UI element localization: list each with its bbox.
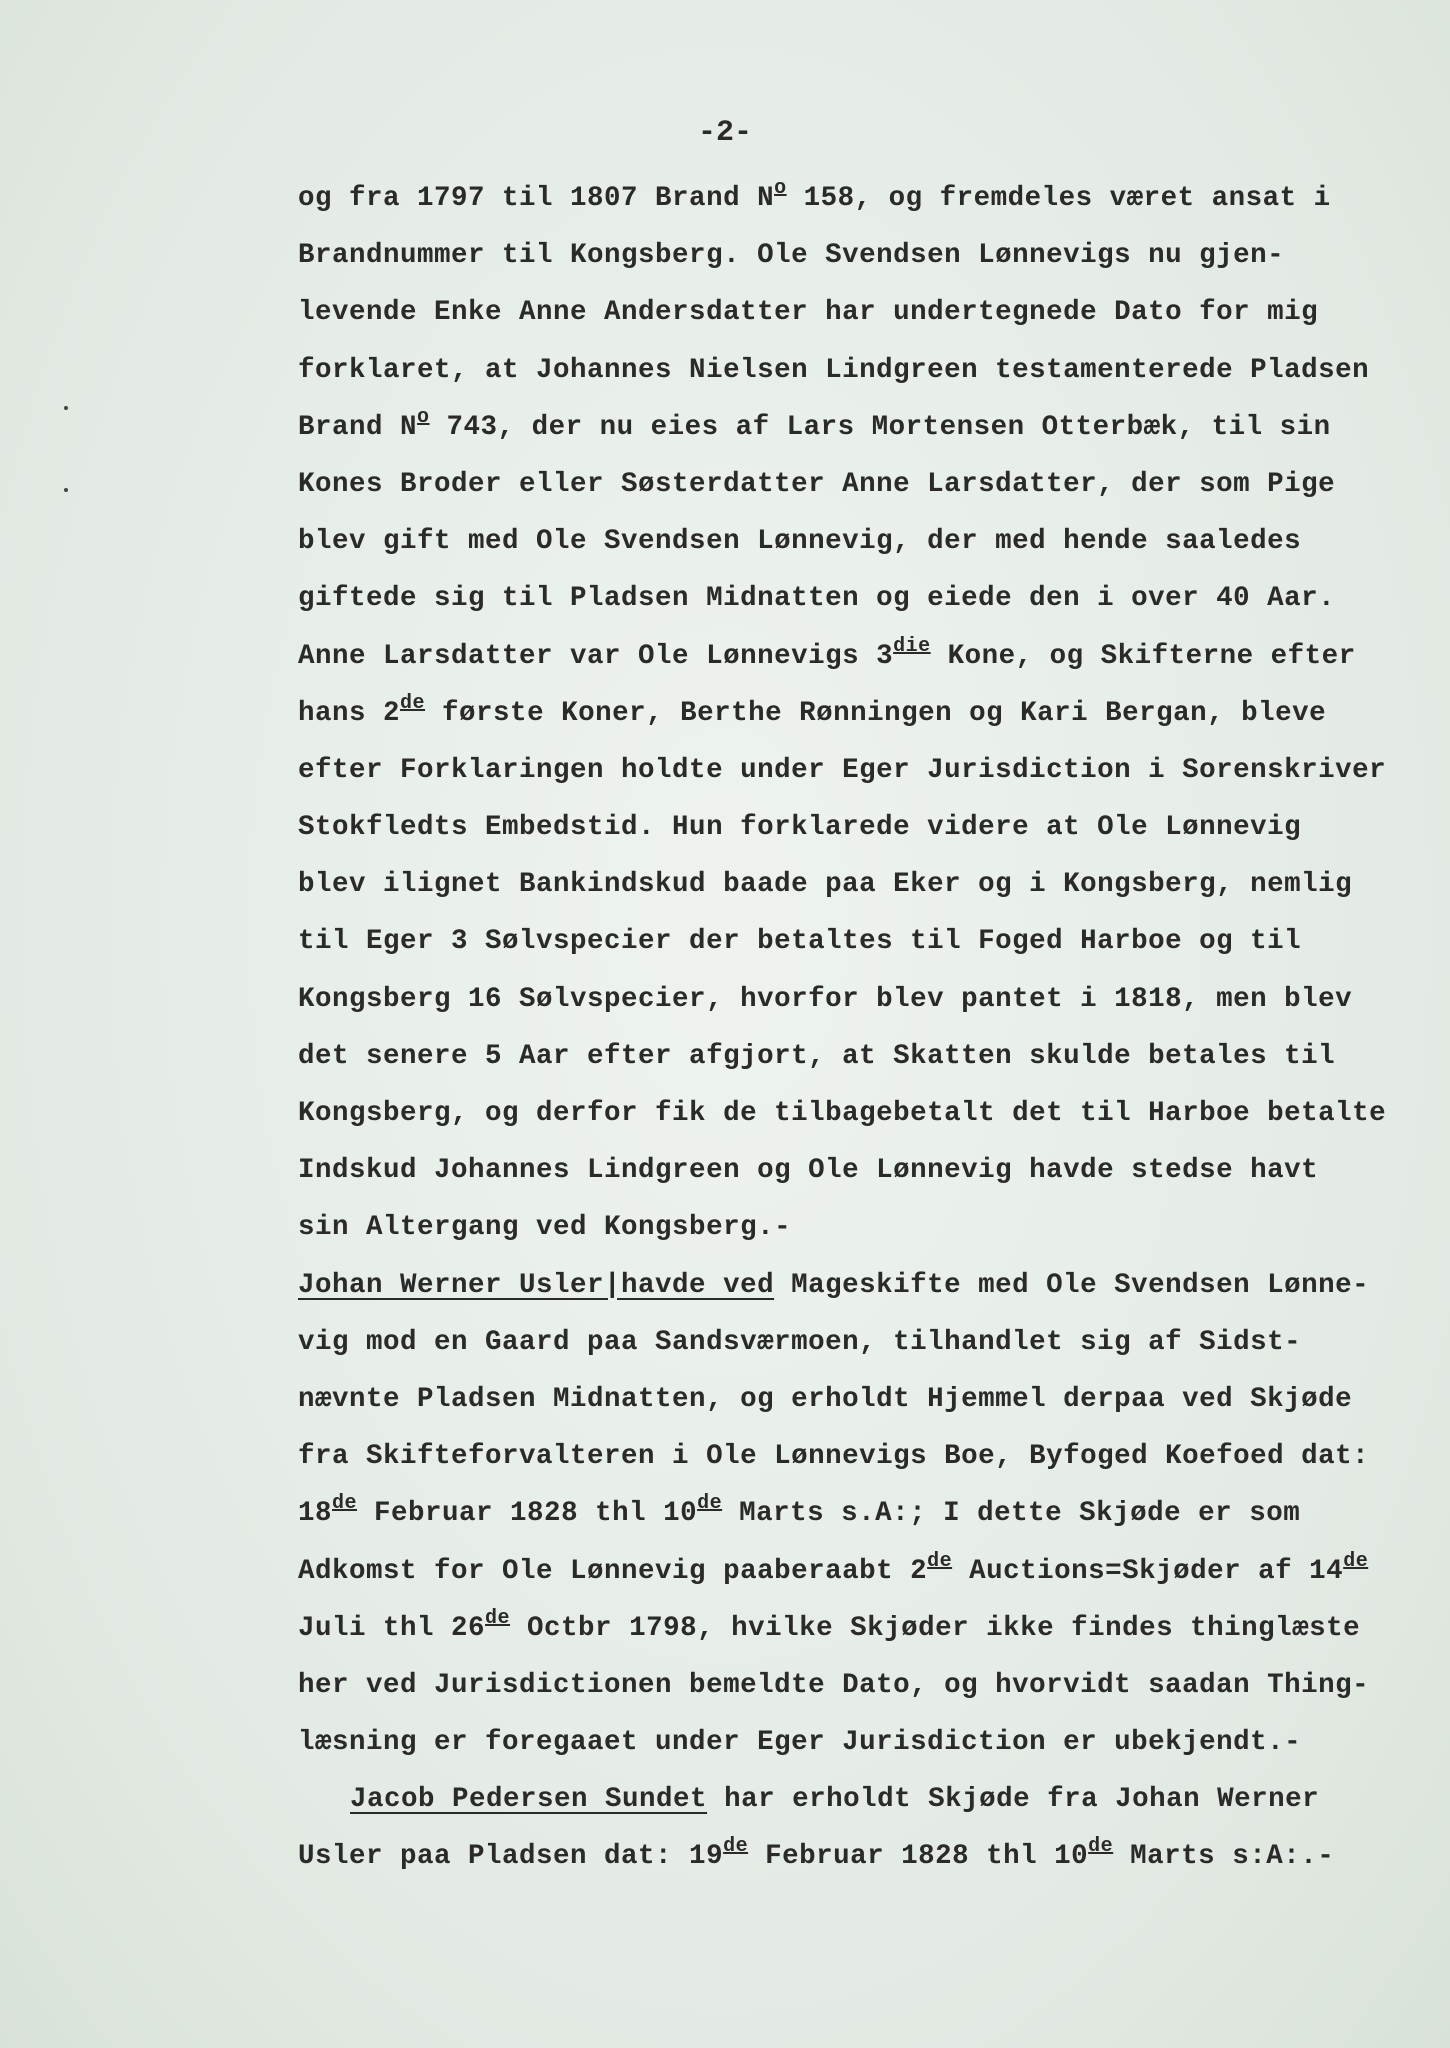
text-segment: levende Enke Anne Andersdatter har undertegnede Dato for mig bbox=[298, 297, 1319, 329]
superscript: die bbox=[893, 634, 931, 658]
page-number: -2- bbox=[697, 116, 752, 150]
text-segment: Anne Larsdatter var Ole Lønnevigs 3 bbox=[298, 640, 894, 672]
text-segment: Octbr 1798, hvilke Skjøder ikke findes thinglæste bbox=[510, 1612, 1361, 1644]
text-segment: Usler paa Pladsen dat: 19 bbox=[298, 1841, 724, 1873]
text-line bbox=[298, 456, 1428, 513]
text-line bbox=[298, 1543, 1428, 1600]
text-segment: Adkomst for Ole Lønnevig paaberaabt 2 bbox=[298, 1555, 928, 1587]
text-segment: blev ilignet Bankindskud baade paa Eker og i Kongsberg, nemlig bbox=[298, 869, 1353, 901]
text-segment: blev gift med Ole Svendsen Lønnevig, der med hende saaledes bbox=[298, 526, 1302, 558]
superscript: de bbox=[1088, 1835, 1114, 1859]
text-line bbox=[298, 685, 1428, 742]
margin-mark bbox=[64, 488, 68, 492]
text-line bbox=[298, 1771, 1428, 1828]
text-segment: Juli thl 26 bbox=[298, 1612, 486, 1644]
text-segment: 743, der nu eies af Lars Mortensen Otterbæk, til sin bbox=[429, 411, 1331, 443]
text-segment: vig mod en Gaard paa Sandsværmoen, tilhandlet sig af Sidst- bbox=[298, 1326, 1302, 1358]
text-segment: her ved Jurisdictionen bemeldte Dato, og hvorvidt saadan Thing- bbox=[298, 1669, 1370, 1701]
text-segment: Marts s.A:; I dette Skjøde er som bbox=[722, 1498, 1301, 1530]
text-segment: giftede sig til Pladsen Midnatten og eiede den i over 40 Aar. bbox=[298, 583, 1336, 615]
text-line bbox=[298, 1714, 1428, 1771]
text-segment: Februar 1828 thl 10 bbox=[357, 1498, 698, 1530]
text-segment: Brand N bbox=[298, 411, 418, 443]
text-segment: første Koner, Berthe Rønningen og Kari Bergan, bleve bbox=[425, 697, 1327, 729]
text-line bbox=[298, 170, 1428, 227]
text-segment: Indskud Johannes Lindgreen og Ole Lønnevig havde stedse havt bbox=[298, 1155, 1319, 1187]
text-line bbox=[298, 628, 1428, 685]
superscript: de bbox=[485, 1606, 511, 1630]
text-segment: Kones Broder eller Søsterdatter Anne Larsdatter, der som Pige bbox=[298, 468, 1336, 500]
superscript: de bbox=[927, 1549, 953, 1573]
text-line bbox=[298, 1485, 1428, 1542]
typewritten-text bbox=[298, 170, 1428, 1886]
text-segment: fra Skifteforvalteren i Ole Lønnevigs Boe, Byfoged Koefoed dat: bbox=[298, 1441, 1370, 1473]
text-segment: Februar 1828 thl 10 bbox=[748, 1841, 1089, 1873]
text-segment: Auctions=Skjøder af 14 bbox=[952, 1555, 1344, 1587]
text-line bbox=[298, 1257, 1428, 1314]
text-segment: har erholdt Skjøde fra Johan Werner bbox=[707, 1784, 1320, 1816]
underlined-name: Johan Werner Usler|havde ved bbox=[298, 1269, 775, 1301]
text-segment: Mageskifte med Ole Svendsen Lønne- bbox=[774, 1269, 1370, 1301]
text-segment: 158, og fremdeles været ansat i bbox=[786, 183, 1331, 214]
underlined-name: Jacob Pedersen Sundet bbox=[350, 1784, 708, 1816]
text-line bbox=[298, 399, 1428, 456]
text-line bbox=[298, 1085, 1428, 1142]
text-line bbox=[298, 971, 1428, 1028]
margin-mark bbox=[64, 406, 68, 410]
text-line bbox=[298, 570, 1428, 627]
text-line bbox=[298, 284, 1428, 341]
text-segment: nævnte Pladsen Midnatten, og erholdt Hjemmel derpaa ved Skjøde bbox=[298, 1383, 1353, 1415]
text-line bbox=[298, 1028, 1428, 1085]
text-line bbox=[298, 1371, 1428, 1428]
text-line bbox=[298, 799, 1428, 856]
text-line bbox=[298, 1142, 1428, 1199]
superscript: de bbox=[400, 691, 426, 715]
text-line bbox=[298, 1199, 1428, 1256]
text-segment: det senere 5 Aar efter afgjort, at Skatten skulde betales til bbox=[298, 1040, 1336, 1072]
text-line bbox=[298, 856, 1428, 913]
text-segment: efter Forklaringen holdte under Eger Jurisdiction i Sorenskriver bbox=[298, 754, 1387, 786]
text-line bbox=[298, 1428, 1428, 1485]
text-line bbox=[298, 742, 1428, 799]
text-segment: til Eger 3 Sølvspecier der betaltes til Foged Harboe og til bbox=[298, 926, 1302, 958]
text-segment: Marts s:A:.- bbox=[1113, 1841, 1335, 1873]
text-segment: Stokfledts Embedstid. Hun forklarede videre at Ole Lønnevig bbox=[298, 812, 1302, 844]
superscript: o bbox=[417, 405, 430, 429]
text-segment: læsning er foregaaet under Eger Jurisdiction er ubekjendt.- bbox=[298, 1727, 1302, 1759]
text-line bbox=[298, 1600, 1428, 1657]
superscript: o bbox=[774, 177, 787, 200]
superscript: de bbox=[723, 1835, 749, 1859]
text-segment: Kongsberg, og derfor fik de tilbagebetalt det til Harboe betalte bbox=[298, 1098, 1387, 1129]
text-segment: hans 2 bbox=[298, 697, 401, 729]
text-segment: 18 bbox=[298, 1498, 333, 1530]
text-line bbox=[298, 227, 1428, 284]
text-segment: Kone, og Skifterne efter bbox=[930, 640, 1356, 672]
text-line bbox=[298, 1657, 1428, 1714]
superscript: de bbox=[697, 1492, 723, 1516]
text-segment: Kongsberg 16 Sølvspecier, hvorfor blev pantet i 1818, men blev bbox=[298, 983, 1353, 1015]
superscript: de bbox=[1343, 1549, 1369, 1573]
text-line bbox=[298, 1314, 1428, 1371]
text-line bbox=[298, 1828, 1428, 1885]
text-segment: Brandnummer til Kongsberg. Ole Svendsen Lønnevigs nu gjen- bbox=[298, 240, 1285, 272]
superscript: de bbox=[332, 1492, 358, 1516]
text-line bbox=[298, 513, 1428, 570]
text-segment: forklaret, at Johannes Nielsen Lindgreen testamenterede Pladsen bbox=[298, 354, 1370, 386]
text-line bbox=[298, 342, 1428, 399]
text-segment: og fra 1797 til 1807 Brand N bbox=[298, 183, 775, 214]
text-segment: sin Altergang ved Kongsberg.- bbox=[298, 1212, 792, 1244]
text-line bbox=[298, 913, 1428, 970]
